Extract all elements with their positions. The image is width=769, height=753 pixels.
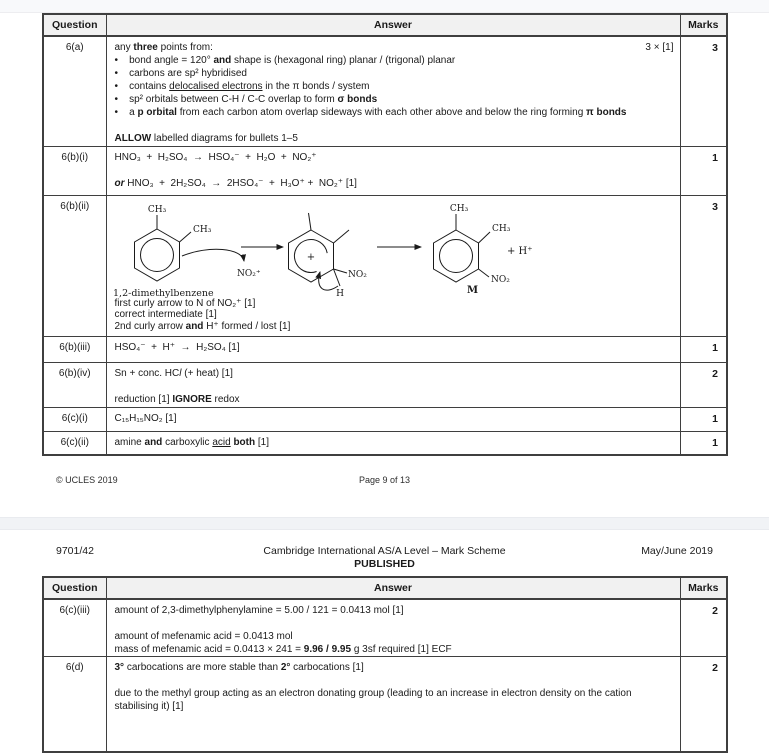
answer-cell: any three points from: 3 × [1] • bond angle = 120° and shape is (hexagonal ring) planar / (trigonal) planar • carbons are sp² hybridised • contains delocalised electrons in the π bonds / system • sp² orbitals between C-H / C-C overlap to form σ bonds • a p orbital from each carbon atom overlap sideways with each other above and below the ring forming π bonds ALLOW labelled diagrams for bullets 1–5 xyxy=(106,36,680,146)
answer-cell: HSO₄⁻ + H⁺ → H₂SO₄ [1] xyxy=(106,336,680,362)
question-cell: 6(d) xyxy=(43,657,106,752)
answer-cell: HNO₃ + H₂SO₄ → HSO₄⁻ + H₂O + NO₂⁺ or HNO₃ + 2H₂SO₄ → 2HSO₄⁻ + H₃O⁺ + NO₂⁺ [1] xyxy=(106,146,680,195)
top-page-gap xyxy=(0,0,769,13)
methyl-bond xyxy=(333,230,349,243)
no2-label: NO₂ xyxy=(347,269,367,280)
paper-code: 9701/42 xyxy=(56,545,94,557)
bond xyxy=(478,232,490,243)
mark-scheme-table-page10 xyxy=(42,576,728,753)
answer-cell: 3° carbocations are more stable than 2° carbocations [1] due to the methyl group acting as an electron donating group (leading to an increase in electron density on the cation stabilising it) [1] xyxy=(106,657,680,752)
aromatic-circle xyxy=(140,238,173,271)
exam-session: May/June 2019 xyxy=(641,545,713,557)
marks-cell: 2 xyxy=(680,362,727,407)
bond xyxy=(333,269,340,286)
table-row xyxy=(43,362,727,407)
answer-cell xyxy=(106,195,680,336)
question-header: Question xyxy=(43,577,106,599)
table-row xyxy=(43,657,727,752)
bond xyxy=(179,232,191,242)
question-cell: 6(b)(ii) xyxy=(43,195,106,336)
aromatic-circle xyxy=(439,239,472,272)
product-m-label: M xyxy=(466,284,478,296)
marks-cell: 1 xyxy=(680,431,727,455)
question-header: Question xyxy=(43,14,106,36)
page-separator xyxy=(0,517,769,530)
plus-h-label: + H⁺ xyxy=(506,245,533,257)
positive-charge: + xyxy=(306,251,315,263)
marks-cell: 1 xyxy=(680,336,727,362)
intermediate-structure xyxy=(288,213,367,299)
marks-header: Marks xyxy=(680,577,727,599)
marks-cell: 3 xyxy=(680,36,727,146)
table-row xyxy=(43,146,727,195)
marks-cell: 2 xyxy=(680,657,727,752)
benzene-ring xyxy=(433,230,478,282)
published-label: PUBLISHED xyxy=(354,558,415,570)
curly-arrow xyxy=(318,272,337,290)
h-label: H xyxy=(335,288,344,299)
table-row xyxy=(43,195,727,336)
question-cell: 6(c)(ii) xyxy=(43,431,106,455)
ch3-label: CH₃ xyxy=(449,203,468,214)
answer-cell: C₁₅H₁₅NO₂ [1] xyxy=(106,407,680,431)
marks-cell: 1 xyxy=(680,407,727,431)
answer-cell: amount of 2,3-dimethylphenylamine = 5.00 / 121 = 0.0413 mol [1] amount of mefenamic acid = 0.0413 mol mass of mefenamic acid = 0.0413 × 241 = 9.96 / 9.95 g 3sf required [1] ECF xyxy=(106,599,680,657)
answer-header: Answer xyxy=(106,14,680,36)
no2-plus-label: NO₂⁺ xyxy=(236,268,261,279)
curly-arrow xyxy=(182,249,244,261)
table-row xyxy=(43,336,727,362)
marks-header: Marks xyxy=(680,14,727,36)
page2-header xyxy=(0,545,769,557)
question-cell: 6(c)(i) xyxy=(43,407,106,431)
mechanism-svg xyxy=(111,199,543,299)
copyright-text: © UCLES 2019 xyxy=(56,475,118,485)
mark-scheme-table-page9 xyxy=(42,13,728,456)
benzene-ring xyxy=(134,229,179,281)
bond xyxy=(333,269,347,273)
methyl-bond xyxy=(308,213,311,230)
table-row xyxy=(43,431,727,455)
question-cell: 6(b)(iv) xyxy=(43,362,106,407)
no2-label: NO₂ xyxy=(490,274,510,285)
page-footer xyxy=(0,475,769,485)
marks-cell: 1 xyxy=(680,146,727,195)
answer-cell: amine and carboxylic acid both [1] xyxy=(106,431,680,455)
marks-cell: 3 xyxy=(680,195,727,336)
marks-cell: 2 xyxy=(680,599,727,657)
ch3-label: CH₃ xyxy=(192,224,211,235)
ch3-label: CH₃ xyxy=(491,223,510,234)
question-cell: 6(b)(i) xyxy=(43,146,106,195)
document-title: Cambridge International AS/A Level – Mark Scheme xyxy=(263,545,506,557)
mechanism-marking-points: first curly arrow to N of NO₂⁺ [1] correct intermediate [1] 2nd curly arrow and H⁺ formed / lost [1] xyxy=(114,297,291,332)
product-structure xyxy=(433,204,532,296)
table-row xyxy=(43,407,727,431)
page-number: Page 9 of 13 xyxy=(358,475,411,485)
question-cell: 6(a) xyxy=(43,36,106,146)
table-row xyxy=(43,599,727,657)
compound-caption: 1,2-dimethylbenzene xyxy=(112,287,214,299)
question-cell: 6(c)(iii) xyxy=(43,599,106,657)
bond xyxy=(478,269,489,277)
table-header-row xyxy=(43,14,727,36)
answer-header: Answer xyxy=(106,577,680,599)
reactant-structure xyxy=(113,205,261,299)
table-row xyxy=(43,36,727,146)
reaction-mechanism-diagram xyxy=(111,199,543,302)
question-cell: 6(b)(iii) xyxy=(43,336,106,362)
table-header-row xyxy=(43,577,727,599)
answer-cell: Sn + conc. HCl (+ heat) [1] reduction [1] IGNORE redox xyxy=(106,362,680,407)
ch3-label: CH₃ xyxy=(147,204,166,215)
